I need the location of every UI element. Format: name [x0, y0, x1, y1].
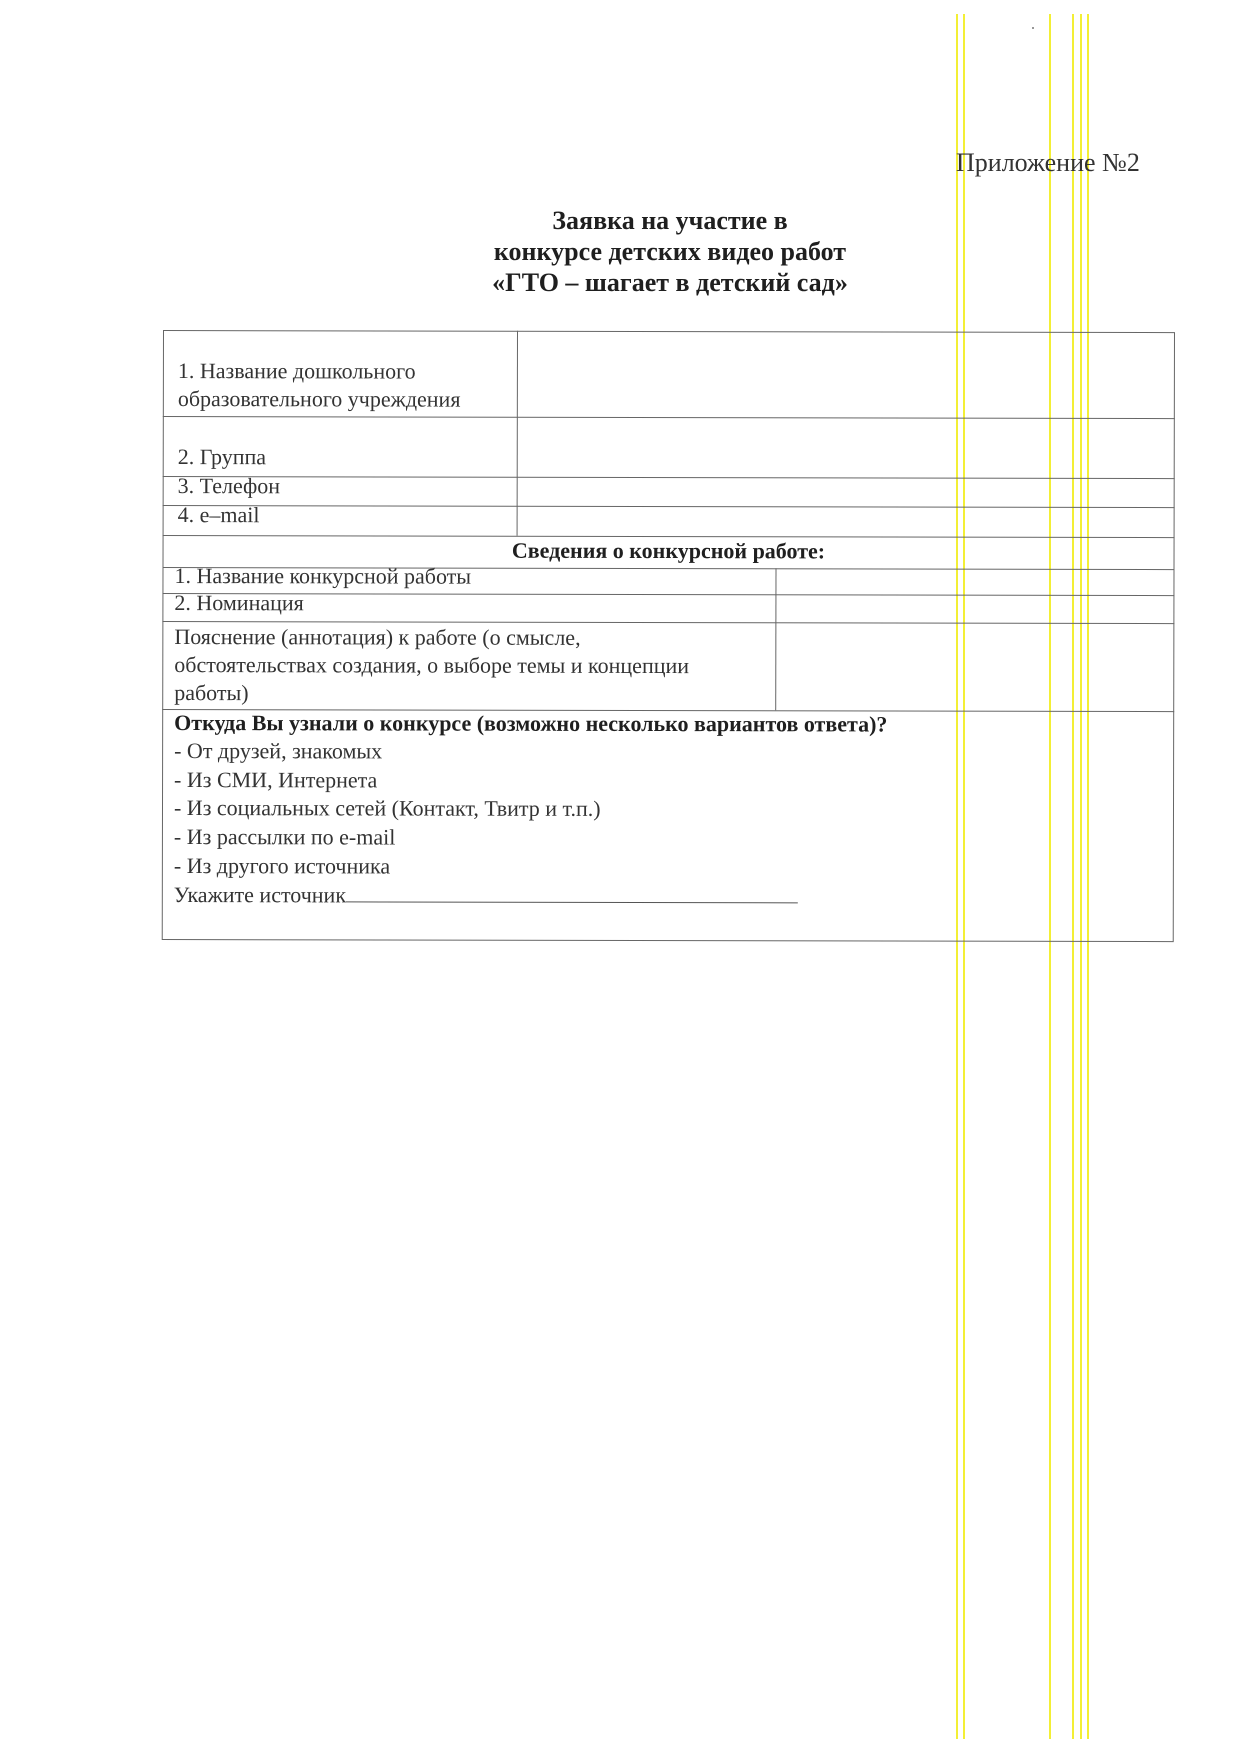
source-question: Откуда Вы узнали о конкурсе (возможно несколько вариантов ответа)? — [174, 710, 888, 737]
row-group-label: 2. Группа — [177, 444, 267, 470]
annotation-value-cell[interactable] — [777, 624, 1172, 710]
source-option: - Из СМИ, Интернета — [174, 766, 378, 793]
row-email-label: 4. e–mail — [177, 502, 260, 528]
source-option: - Из социальных сетей (Контакт, Твитр и т.п.) — [173, 795, 601, 822]
row-nomination-label: 2. Номинация — [174, 590, 304, 616]
source-option: - От друзей, знакомых — [174, 738, 383, 764]
row-work-title-label: 1. Название конкурсной работы — [174, 563, 472, 589]
source-option: - Из другого источника — [173, 852, 391, 879]
specify-source-row — [174, 881, 798, 911]
specify-source-label: Укажите источник — [173, 881, 347, 907]
application-form-table — [162, 330, 1175, 942]
row-institution-label: 1. Название дошкольного образовательного учреждения — [177, 358, 461, 412]
source-options-list — [174, 737, 799, 911]
nomination-value-cell[interactable] — [777, 596, 1172, 622]
group-value-cell[interactable] — [519, 419, 1173, 477]
title-line-1: Заявка на участие в — [552, 206, 788, 235]
row-annotation-label: Пояснение (аннотация) к работе (о смысле, обстоятельствах создания, о выборе темы и концепции работы) — [174, 624, 690, 706]
source-option: - Из рассылки по e-mail — [173, 824, 396, 850]
institution-value-cell[interactable] — [519, 332, 1173, 417]
scan-dust-dot — [1032, 27, 1034, 29]
email-value-cell[interactable] — [519, 508, 1173, 536]
document-title — [420, 205, 920, 298]
title-line-2: конкурсе детских видео работ — [493, 237, 847, 266]
work-title-value-cell[interactable] — [777, 570, 1172, 594]
row-phone-label: 3. Телефон — [177, 473, 281, 499]
phone-value-cell[interactable] — [519, 479, 1173, 506]
title-line-3: «ГТО – шагает в детский сад» — [492, 268, 848, 297]
appendix-label: Приложение №2 — [956, 148, 1140, 177]
specify-source-line[interactable] — [346, 881, 798, 903]
work-section-header: Сведения о конкурсной работе: — [511, 537, 826, 564]
